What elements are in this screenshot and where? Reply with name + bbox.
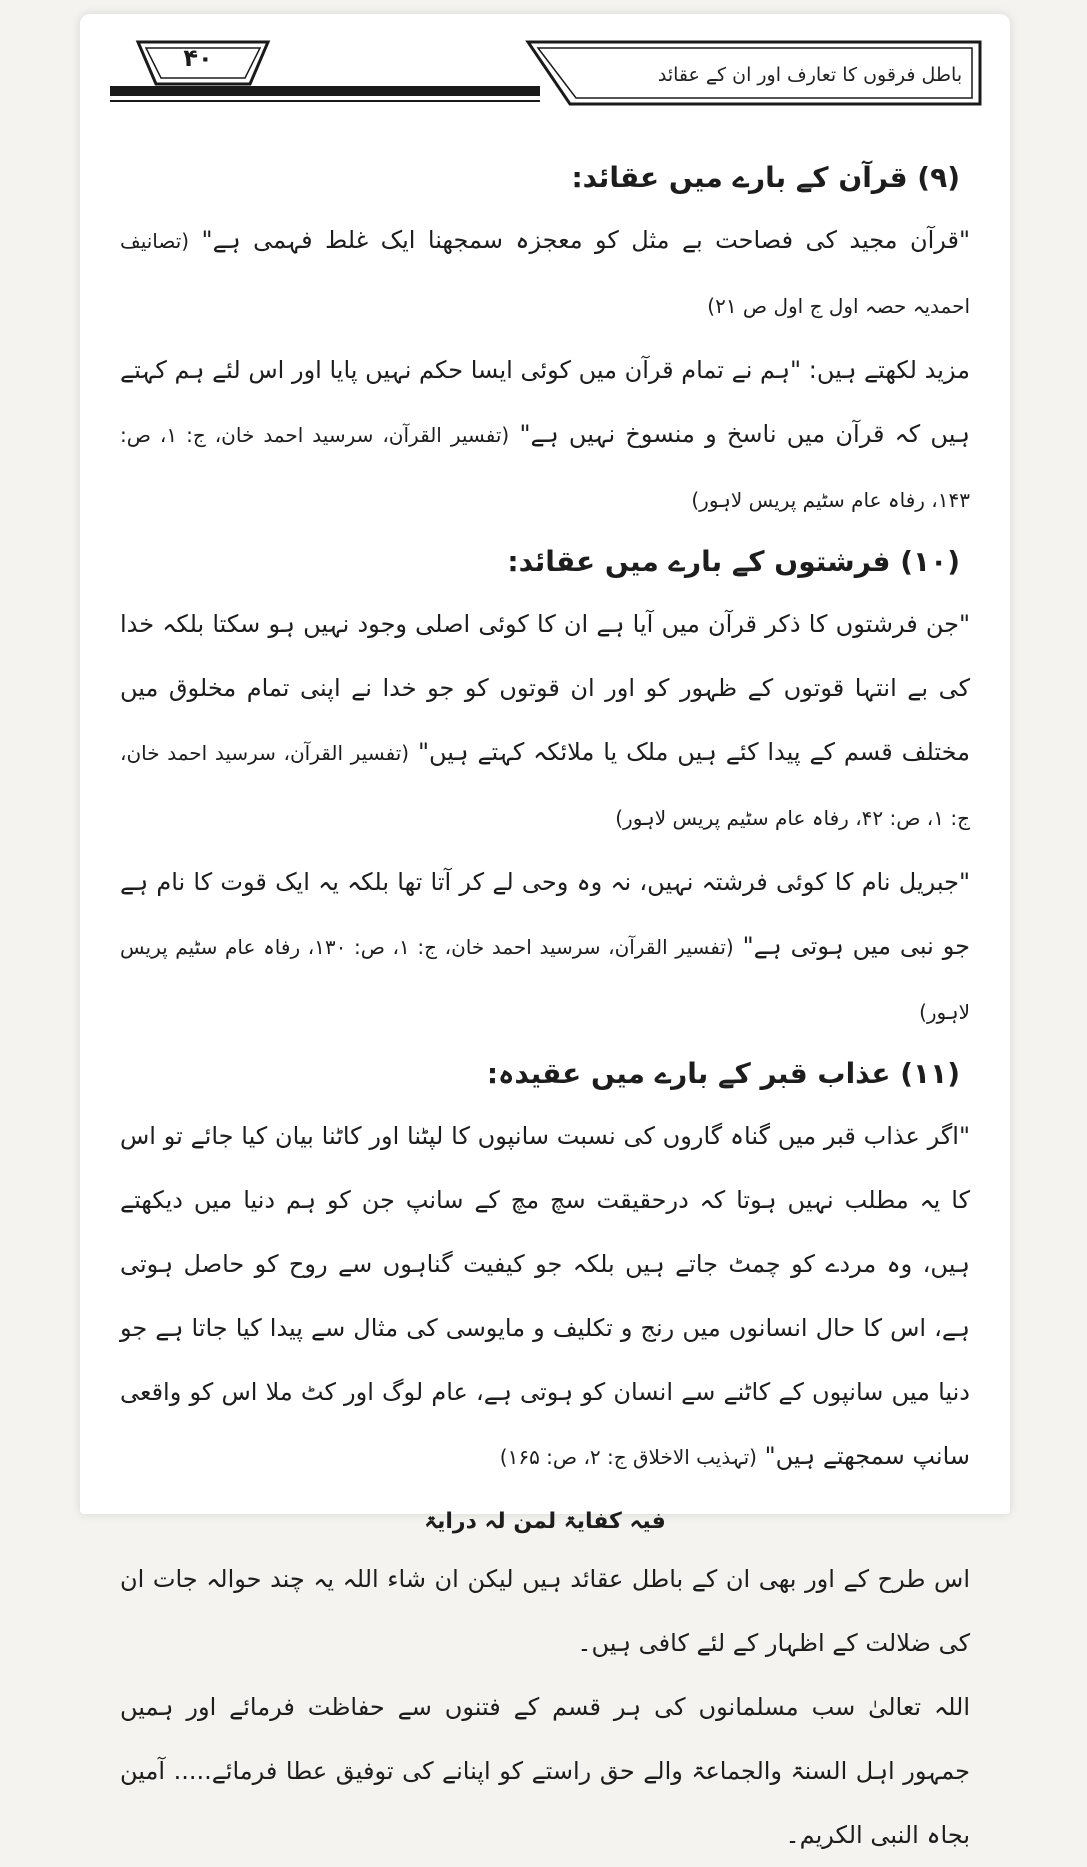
paragraph (120, 1104, 970, 1489)
quote-text: مزید لکھتے ہیں: "ہم نے تمام قرآن میں کوئی ایسا حکم نہیں پایا اور اس لئے ہم کہتے ہیں کہ قرآن میں ناسخ و منسوخ نہیں ہے" (120, 356, 970, 448)
paragraph (120, 208, 970, 338)
section-heading-quran: (۹) قرآن کے بارے میں عقائد: (571, 161, 960, 194)
quote-text: "قرآن مجید کی فصاحت بے مثل کو معجزہ سمجھنا ایک غلط فہمی ہے" (201, 226, 970, 254)
citation: (تفسیر القرآن، سرسید احمد خان، ج: ۱، ص: ۱۴۳، رفاہ عام سٹیم پریس لاہور) (120, 423, 970, 512)
citation: (تہذیب الاخلاق ج: ۲، ص: ۱۶۵) (499, 1445, 757, 1469)
citation: (تصانیف احمدیہ حصہ اول ج اول ص ۲۱) (120, 229, 970, 318)
quote-text: "جبریل نام کا کوئی فرشتہ نہیں، نہ وہ وحی لے کر آتا تھا بلکہ یہ ایک قوت کا نام ہے جو نبی میں ہوتی ہے" (120, 868, 970, 960)
page-body (120, 154, 970, 1867)
citation: (تفسیر القرآن، سرسید احمد خان، ج: ۱، ص: ۴۲، رفاہ عام سٹیم پریس لاہور) (120, 741, 970, 830)
paragraph (120, 592, 970, 850)
page-header (80, 14, 1010, 124)
book-page (80, 14, 1010, 1849)
closing-tagline: فیہ کفایۃ لمن لہ درایۃ (424, 1509, 666, 1534)
quote-text: "جن فرشتوں کا ذکر قرآن میں آیا ہے ان کا کوئی اصلی وجود نہیں ہو سکتا بلکہ خدا کی بے انتہا قوتوں کے ظہور کو اور ان قوتوں کو جو خدا نے اپنی تمام مخلوق میں مختلف قسم کے پیدا کئے ہیں ملک یا ملائکہ کہتے ہیں" (120, 610, 970, 766)
paragraph (120, 338, 970, 532)
citation: (تفسیر القرآن، سرسید احمد خان، ج: ۱، ص: ۱۳۰، رفاہ عام سٹیم پریس لاہور) (120, 935, 970, 1024)
running-title: باطل فرقوں کا تعارف اور ان کے عقائد (657, 64, 963, 86)
section-heading-grave-punishment: (۱۱) عذاب قبر کے بارے میں عقیدہ: (486, 1057, 960, 1090)
closing-paragraph: اس طرح کے اور بھی ان کے باطل عقائد ہیں لیکن ان شاء اللہ یہ چند حوالہ جات ان کی ضلالت کے اظہار کے لئے کافی ہیں۔ (120, 1565, 970, 1657)
closing-prayer: اللہ تعالیٰ سب مسلمانوں کی ہر قسم کے فتنوں سے حفاظت فرمائے اور ہمیں جمہور اہل السنۃ والجماعۃ والے حق راستے کو اپنانے کی توفیق عطا فرمائے..... آمین بجاہ النبی الکریم۔ (120, 1693, 970, 1849)
quote-text: "اگر عذاب قبر میں گناہ گاروں کی نسبت سانپوں کا لپٹنا اور کاٹنا بیان کیا جائے تو اس کا یہ مطلب نہیں ہوتا کہ درحقیقت سچ مچ کے سانپ جن کو ہم دنیا میں دیکھتے ہیں، وہ مردے کو چمٹ جاتے ہیں بلکہ جو کیفیت گناہوں سے روح کو حاصل ہوتی ہے، اس کا حال انسانوں میں رنج و تکلیف و مایوسی کی مثال سے پیدا کیا جاتا ہے جو دنیا میں سانپوں کے کاٹنے سے انسان کو ہوتی ہے، عام لوگ اور کٹ ملا اس کو واقعی سانپ سمجھتے ہیں" (120, 1122, 970, 1470)
page-number: ۴۰ (183, 44, 213, 72)
section-heading-angels: (۱۰) فرشتوں کے بارے میں عقائد: (507, 545, 960, 578)
paragraph (120, 850, 970, 1044)
